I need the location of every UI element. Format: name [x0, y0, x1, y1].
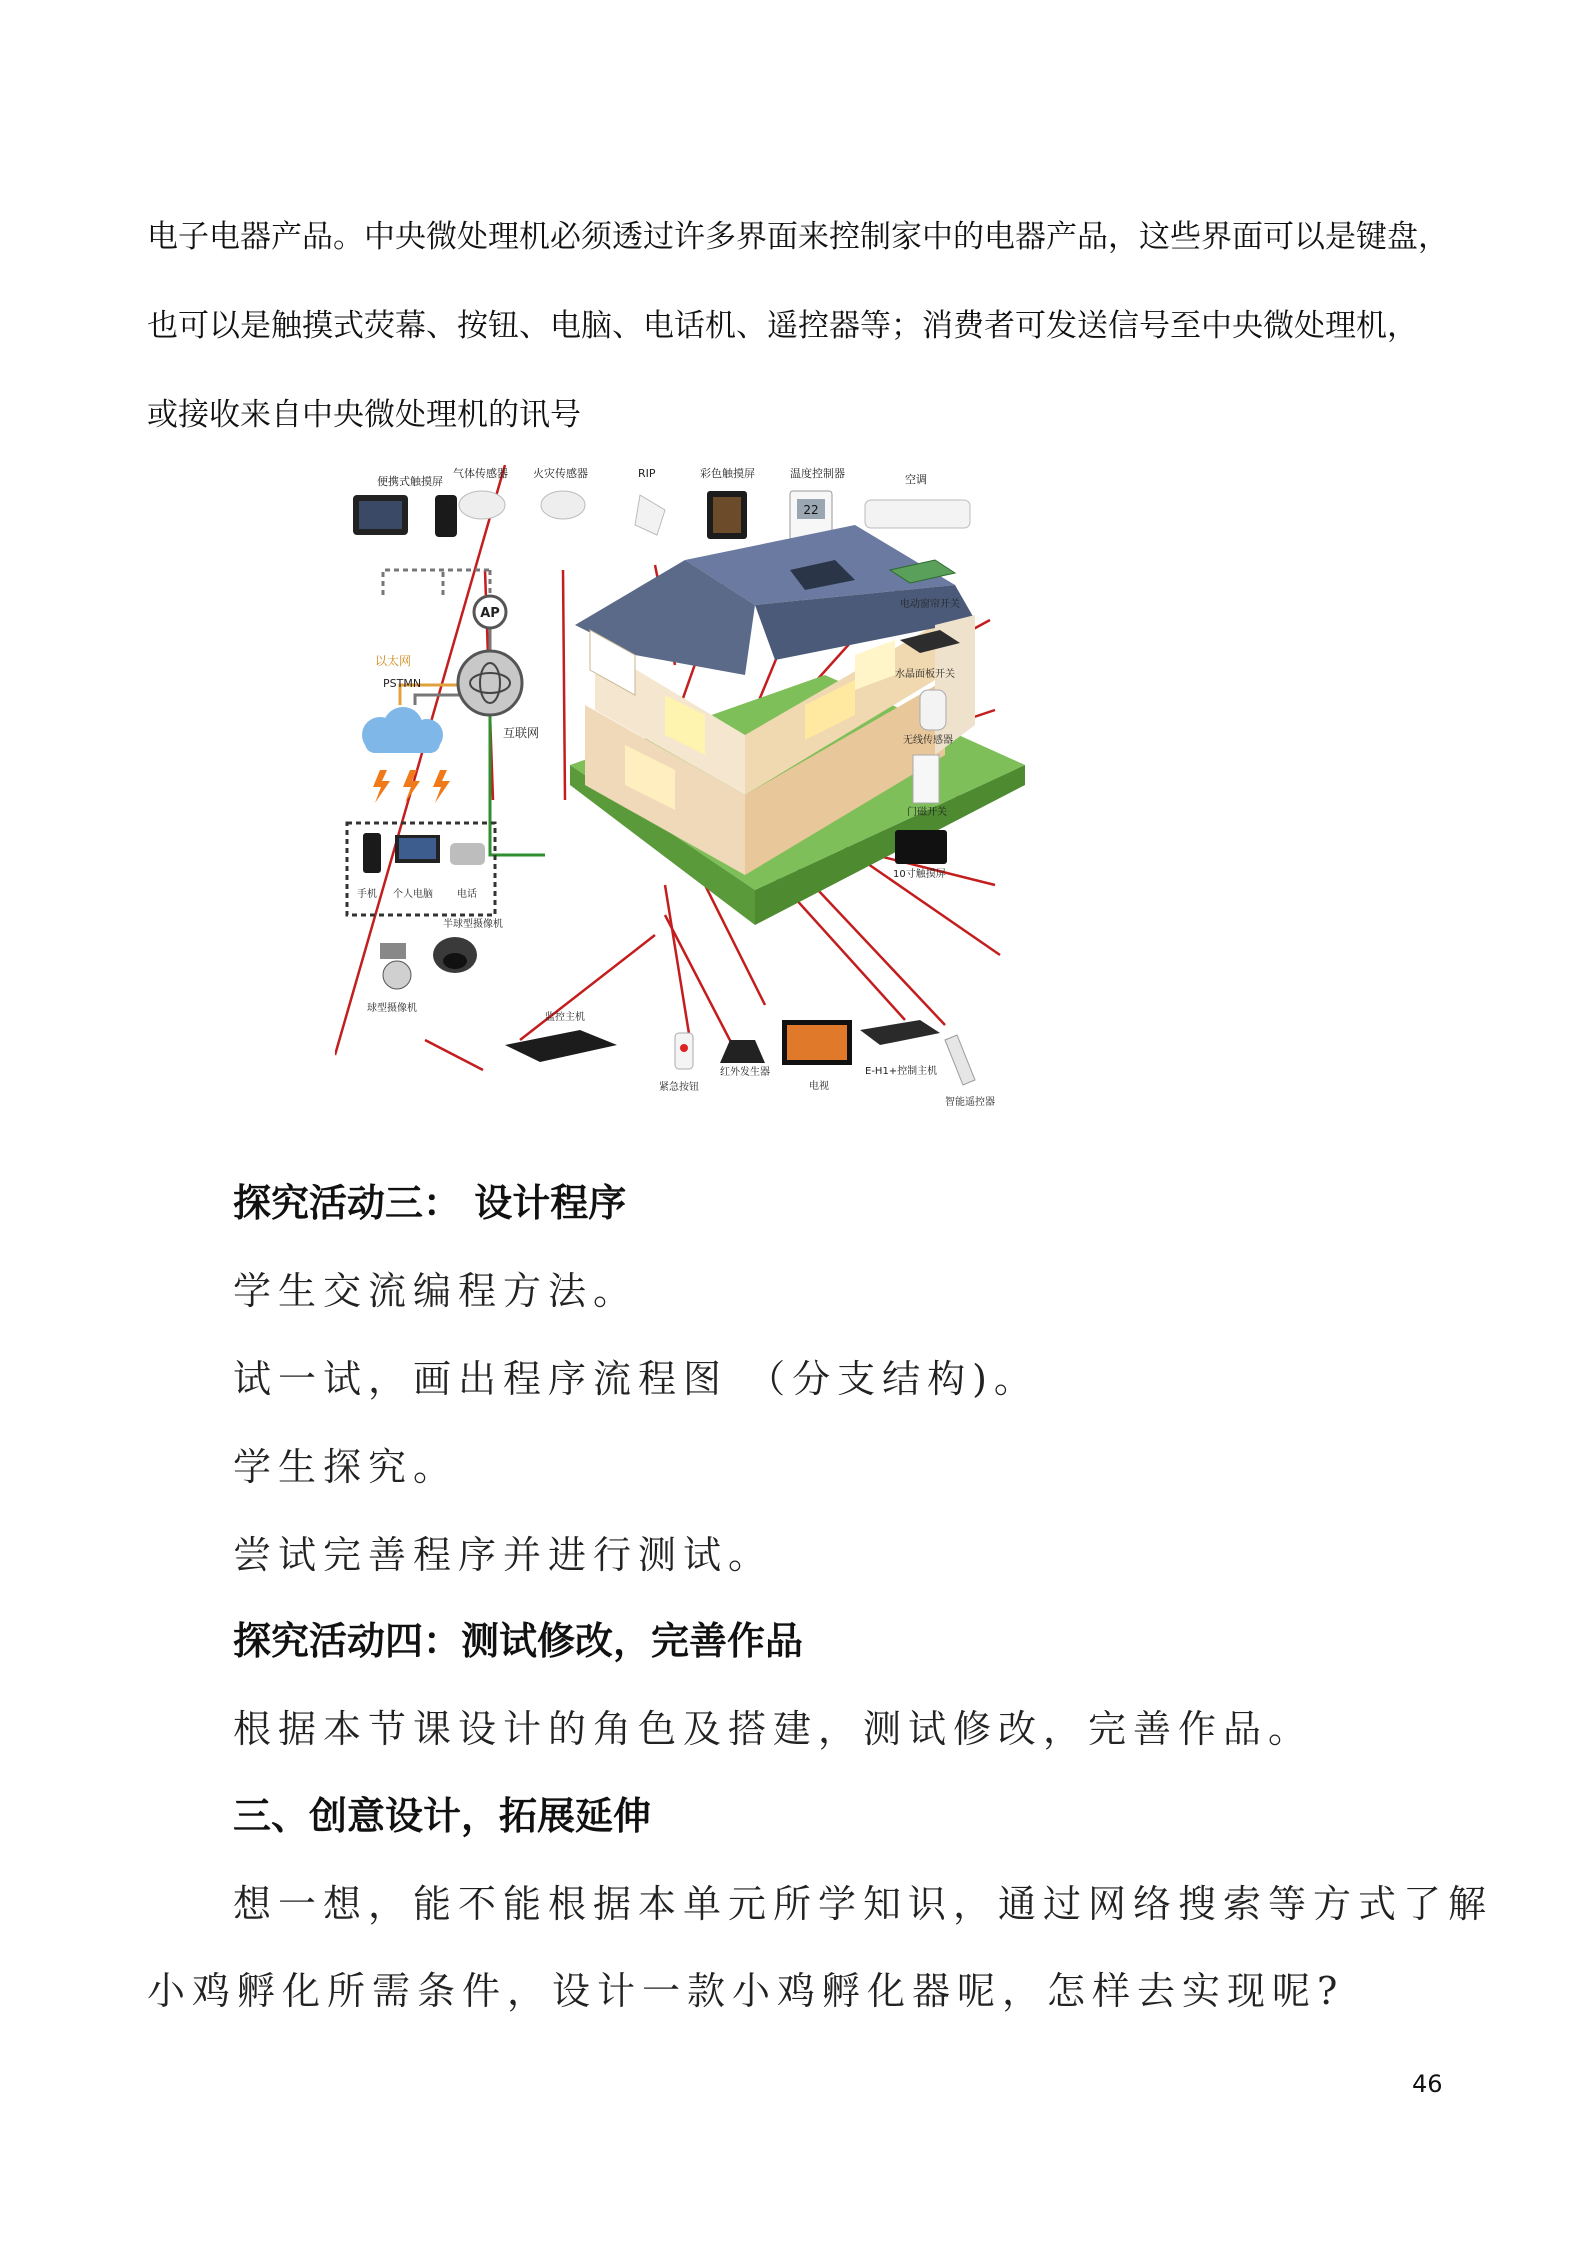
- door-switch-icon: [913, 755, 939, 803]
- fire-sensor-icon: [541, 491, 585, 519]
- smart-remote-icon: [945, 1035, 975, 1085]
- page-number: 46: [1412, 2070, 1443, 2098]
- monitor-host-icon: [505, 1030, 617, 1062]
- tv-label: 电视: [809, 1081, 829, 1092]
- ir-generator-icon: [720, 1040, 765, 1063]
- temp-controller-label: 温度控制器: [790, 467, 845, 480]
- ap-label: AP: [480, 606, 500, 621]
- monitor-host-label: 监控主机: [545, 1012, 585, 1023]
- phone-label: 手机: [357, 889, 377, 900]
- telephone-label: 电话: [457, 889, 477, 900]
- emergency-label: 紧急按钮: [659, 1082, 699, 1093]
- aircon-icon: [865, 500, 970, 528]
- smart-home-illustration: [335, 465, 1245, 1135]
- lightning-icon: [373, 770, 450, 803]
- ball-camera-icon: [380, 943, 406, 959]
- fire-sensor-label: 火灾传感器: [533, 467, 588, 480]
- section-heading-3: 三、创意设计，拓展延伸: [233, 1794, 652, 1838]
- touch10-icon: [895, 830, 947, 864]
- intro-paragraph: [147, 193, 1467, 460]
- paragraph-6-line-1: 想一想，能不能根据本单元所学知识，通过网络搜索等方式了解: [233, 1882, 1494, 1926]
- portable-touch-label: 便携式触摸屏: [377, 475, 443, 488]
- color-touch-label: 彩色触摸屏: [700, 467, 755, 480]
- wireless-sensor-icon: [920, 690, 946, 730]
- rip-sensor-icon: [635, 495, 665, 535]
- paragraph-3: 学生探究。: [233, 1445, 459, 1489]
- paragraph-2: 试一试，画出程序流程图 （分支结构)。: [233, 1357, 1039, 1401]
- pstmn-label: PSTMN: [383, 677, 422, 690]
- dome-camera-label: 半球型摄像机: [443, 919, 503, 930]
- intro-line-1: 电子电器产品。中央微处理机必须透过许多界面来控制家中的电器产品，这些界面可以是键盘，: [147, 219, 1449, 255]
- section-heading-activity-3: 探究活动三： 设计程序: [233, 1181, 627, 1225]
- eh1-host-icon: [860, 1020, 940, 1045]
- smart-home-diagram: [335, 465, 1245, 1135]
- intro-line-3: 或接收来自中央微处理机的讯号: [147, 397, 581, 433]
- curtain-switch-label: 电动窗帘开关: [900, 599, 960, 610]
- wireless-sensor-label: 无线传感器: [903, 735, 953, 746]
- house-illustration: [570, 525, 1025, 925]
- door-switch-label: 门磁开关: [907, 807, 947, 818]
- crystal-switch-label: 水晶面板开关: [895, 669, 955, 680]
- telephone-icon: [450, 843, 485, 865]
- pc-icon: [399, 838, 436, 859]
- cloud-icon: [362, 707, 443, 753]
- touch10-label: 10寸触摸屏: [893, 869, 946, 880]
- section-heading-activity-4: 探究活动四：测试修改，完善作品: [233, 1619, 804, 1663]
- paragraph-6-line-2: 小鸡孵化所需条件，设计一款小鸡孵化器呢，怎样去实现呢?: [147, 1969, 1345, 2013]
- remote-label: 智能遥控器: [945, 1097, 995, 1108]
- paragraph-4: 尝试完善程序并进行测试。: [233, 1533, 774, 1577]
- intro-line-2: 也可以是触摸式荧幕、按钮、电脑、电话机、遥控器等；消费者可发送信号至中央微处理机，: [147, 308, 1418, 344]
- gas-sensor-label: 气体传感器: [453, 467, 508, 480]
- ir-label: 红外发生器: [720, 1067, 770, 1078]
- internet-globe-icon: [458, 651, 522, 715]
- gas-sensor-icon: [459, 491, 505, 519]
- paragraph-1: 学生交流编程方法。: [233, 1269, 639, 1313]
- eh1-label: E-H1+控制主机: [865, 1066, 938, 1077]
- paragraph-5: 根据本节课设计的角色及搭建，测试修改，完善作品。: [233, 1707, 1314, 1751]
- aircon-label: 空调: [905, 473, 927, 486]
- rip-label: RIP: [638, 467, 656, 480]
- phone-icon: [363, 833, 381, 873]
- ethernet-label: 以太网: [375, 654, 412, 668]
- thermo-display: 22: [803, 503, 819, 517]
- ball-camera-label: 球型摄像机: [367, 1003, 417, 1014]
- internet-label: 互联网: [503, 726, 540, 740]
- pc-label: 个人电脑: [393, 889, 433, 900]
